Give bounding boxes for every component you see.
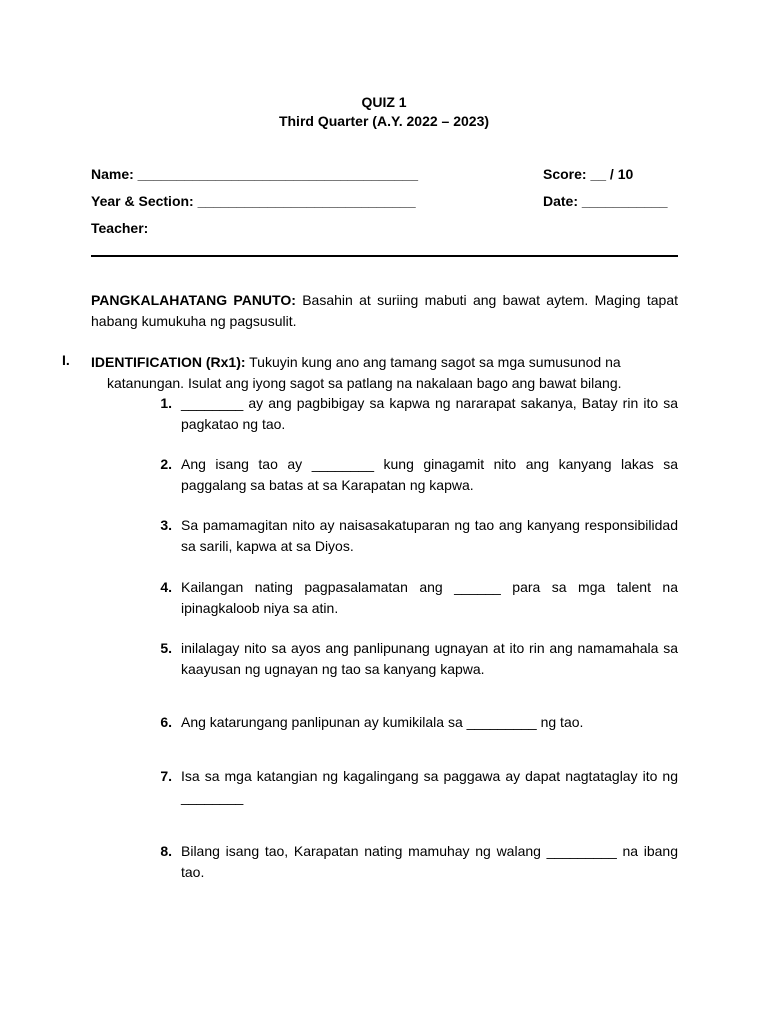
- section-number: I.: [62, 352, 70, 368]
- general-instructions: [91, 290, 678, 332]
- question-item: [150, 454, 678, 496]
- teacher-field: Teacher:: [91, 220, 149, 236]
- question-item: [150, 712, 678, 733]
- question-number: 5.: [160, 640, 172, 656]
- instructions-text: Basahin at suriing mabuti ang bawat aytem. Maging tapat habang kumukuha ng pagsusulit.: [91, 292, 678, 329]
- question-item: [150, 766, 678, 808]
- question-text: Sa pamamagitan nito ay naisasakatuparan ng tao ang kanyang responsibilidad sa sarili, kapwa at sa Diyos.: [181, 517, 678, 554]
- quiz-subtitle: Third Quarter (A.Y. 2022 – 2023): [278, 113, 490, 129]
- year-section-field: Year & Section: ____________________________: [91, 193, 416, 209]
- question-text: Isa sa mga katangian ng kagalingang sa paggawa ay dapat nagtataglay ito ng ________: [181, 768, 678, 805]
- question-item: [150, 515, 678, 557]
- question-text: Kailangan nating pagpasalamatan ang ______ para sa mga talent na ipinagkaloob niya sa atin.: [181, 579, 678, 616]
- score-field: Score: __ / 10: [543, 166, 634, 182]
- question-number: 1.: [160, 395, 172, 411]
- question-text: inilalagay nito sa ayos ang panlipunang ugnayan at ito rin ang namamahala sa kaayusan ng ugnayan ng tao sa kanyang kapwa.: [181, 640, 678, 677]
- name-field: Name: ____________________________________: [91, 166, 418, 182]
- question-number: 7.: [160, 768, 172, 784]
- question-number: 6.: [160, 714, 172, 730]
- question-text: ________ ay ang pagbibigay sa kapwa ng nararapat sakanya, Batay rin ito sa pagkatao ng tao.: [181, 395, 678, 432]
- question-text: Ang isang tao ay ________ kung ginagamit nito ang kanyang lakas sa paggalang sa batas at sa Karapatan ng kapwa.: [181, 456, 678, 493]
- question-number: 4.: [160, 579, 172, 595]
- question-item: [150, 393, 678, 435]
- section-text-line1: Tukuyin kung ano ang tamang sagot sa mga sumusunod na: [245, 354, 621, 370]
- question-number: 8.: [160, 843, 172, 859]
- section-text-line2: katanungan. Isulat ang iyong sagot sa patlang na nakalaan bago ang bawat bilang.: [107, 375, 622, 391]
- section-directions: [91, 352, 678, 394]
- header-divider: [91, 255, 678, 257]
- question-item: [150, 577, 678, 619]
- quiz-title: QUIZ 1: [361, 94, 407, 110]
- question-text: Ang katarungang panlipunan ay kumikilala sa _________ ng tao.: [181, 714, 584, 730]
- section-label: IDENTIFICATION (Rx1):: [91, 354, 246, 370]
- question-text: Bilang isang tao, Karapatan nating mamuhay ng walang _________ na ibang tao.: [181, 843, 678, 880]
- question-number: 2.: [160, 456, 172, 472]
- question-item: [150, 841, 678, 883]
- instructions-label: PANGKALAHATANG PANUTO:: [91, 292, 296, 308]
- date-field: Date: ___________: [543, 193, 668, 209]
- question-item: [150, 638, 678, 680]
- question-number: 3.: [160, 517, 172, 533]
